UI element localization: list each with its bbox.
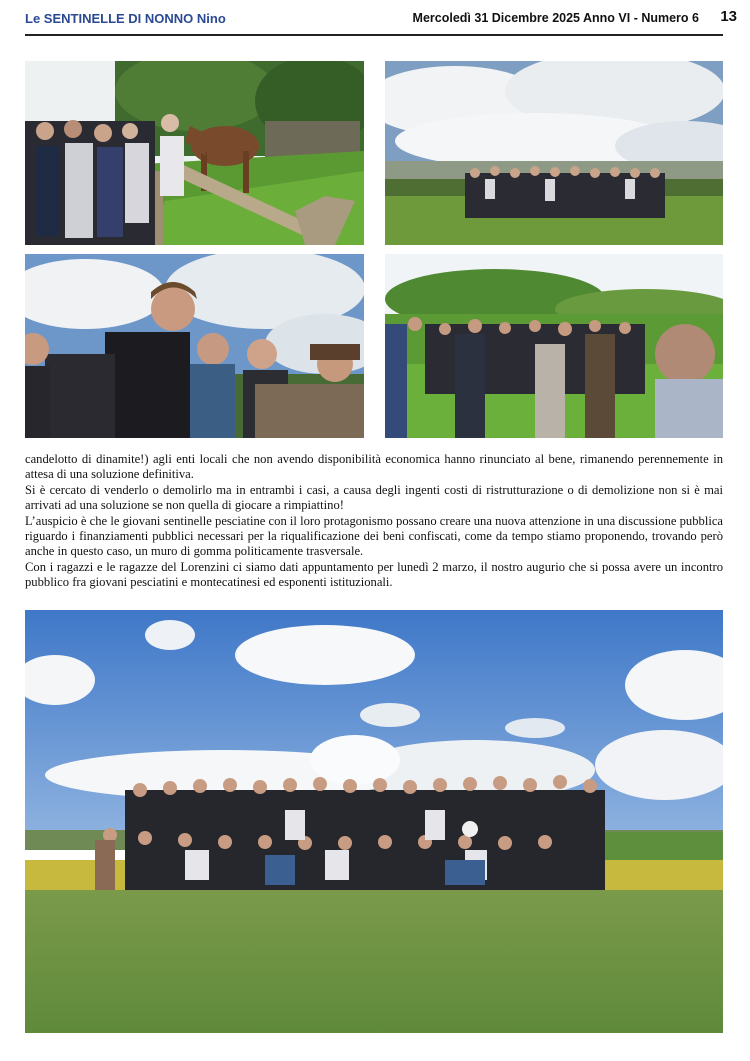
photo-group-photo xyxy=(25,610,723,1033)
article-text xyxy=(25,452,723,591)
article-paragraph: Con i ragazzi e le ragazze del Lorenzini ci siamo dati appuntamento per lunedì 2 marzo, il nostro augurio che si possa avere un incontro pubblico fra giovani pesciatini e montecatinesi ed esponenti istituzionali. xyxy=(25,559,723,590)
article-paragraph: candelotto di dinamite!) agli enti locali che non avendo disponibilità economica hanno rinunciato al bene, rimanendo perennemente in attesa di una soluzione definitiva. xyxy=(25,452,723,482)
photo-group-in-meadow xyxy=(385,254,723,438)
photo-group-with-donkey xyxy=(25,61,364,245)
page-header xyxy=(25,8,737,36)
issue-info: Mercoledì 31 Dicembre 2025 Anno VI - Numero 6 xyxy=(412,11,699,25)
page-number: 13 xyxy=(720,8,737,25)
article-paragraph: Si è cercato di venderlo o demolirlo ma in entrambi i casi, a causa degli ingenti costi di ristrutturazione o di demolizione non si è mai arrivati ad una soluzione se non quella di giocare a rimpiattino! xyxy=(25,482,723,513)
photo-group-in-field xyxy=(385,61,723,245)
article-paragraph: L’auspicio è che le giovani sentinelle pesciatine con il loro protagonismo possano creare una nuova attenzione in una discussione pubblica riguardo i finanziamenti pubblici necessari per la riqualificazione dei beni confiscati, come da tempo stiamo proponendo, trovando però anche in questo caso, un muro di gomma politicamente trasversale. xyxy=(25,513,723,559)
photo-students-with-guide xyxy=(25,254,364,438)
publication-title: Le SENTINELLE DI NONNO Nino xyxy=(25,11,226,26)
